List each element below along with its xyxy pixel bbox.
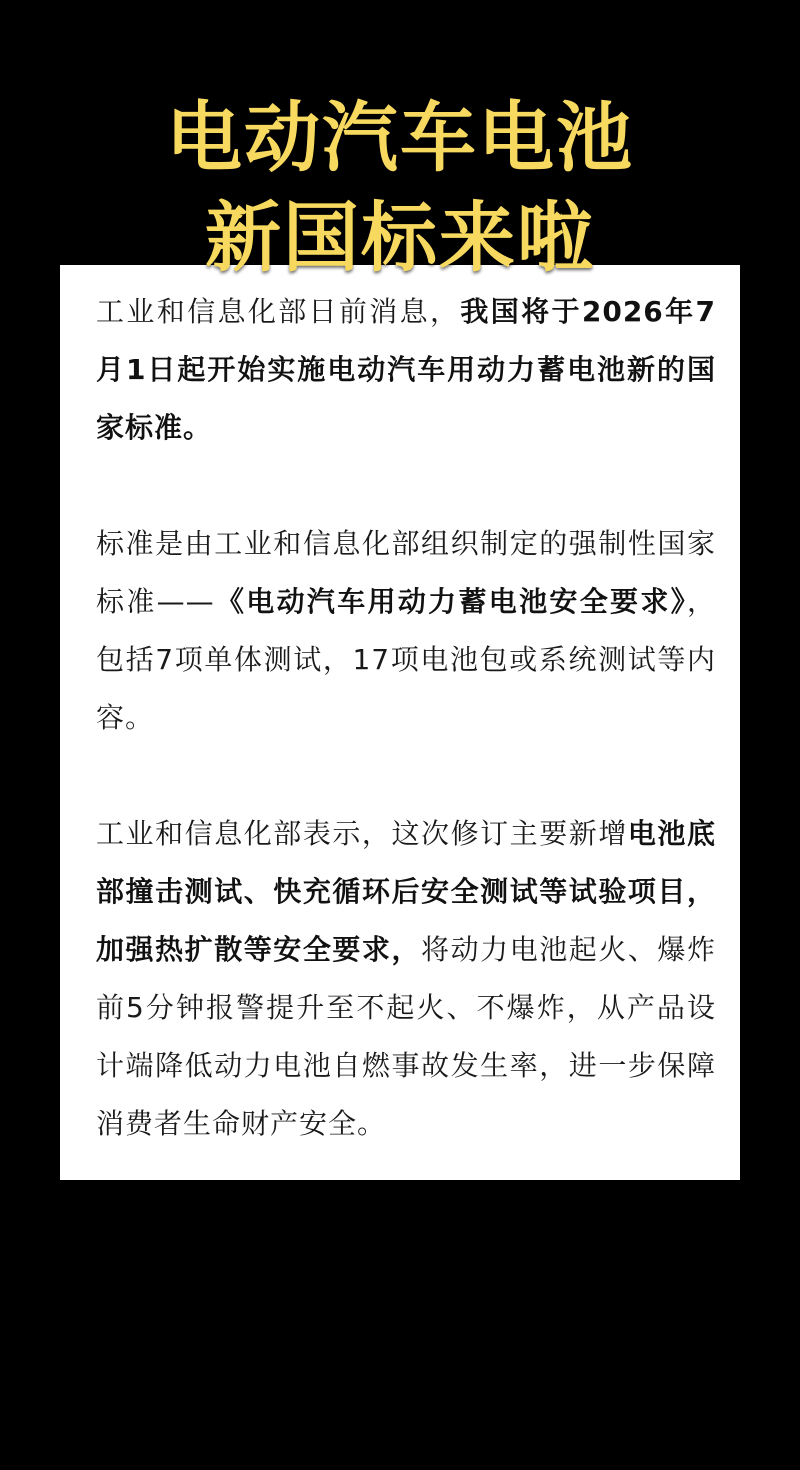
article-body <box>96 283 716 1153</box>
p3-text-b: 将动力电池起火、爆炸前5分钟报警提升至不起火、不爆炸，从产品设计端降低动力电池自燃事故发生率，进一步保障消费者生命财产安全。 <box>96 933 716 1140</box>
p3-text-a: 工业和信息化部表示，这次修订主要新增 <box>96 817 628 850</box>
p1-text: 工业和信息化部日前消息， <box>96 295 461 328</box>
p2-bold-standard-name: 《电动汽车用动力蓄电池安全要求》 <box>214 585 687 618</box>
paragraph-3 <box>96 805 716 1153</box>
p2-text-b: ，包括7项单体测试，17项电池包或系统测试等内容。 <box>96 585 716 734</box>
title-line-2: 新国标来啦 <box>205 193 595 282</box>
p2-text-a: 标准是由工业和信息化部组织制定的强制性国家标准—— <box>96 527 716 618</box>
p3-bold-text: 电池底部撞击测试、快充循环后安全测试等试验项目，加强热扩散等安全要求， <box>96 817 716 966</box>
paragraph-1 <box>96 283 716 457</box>
paragraph-2 <box>96 515 716 747</box>
title-line-1: 电动汽车电池 <box>166 93 634 182</box>
article-card <box>60 265 740 1180</box>
p1-bold-text: 我国将于2026年7月1日起开始实施电动汽车用动力蓄电池新的国家标准。 <box>96 295 716 444</box>
page-title <box>0 88 800 288</box>
